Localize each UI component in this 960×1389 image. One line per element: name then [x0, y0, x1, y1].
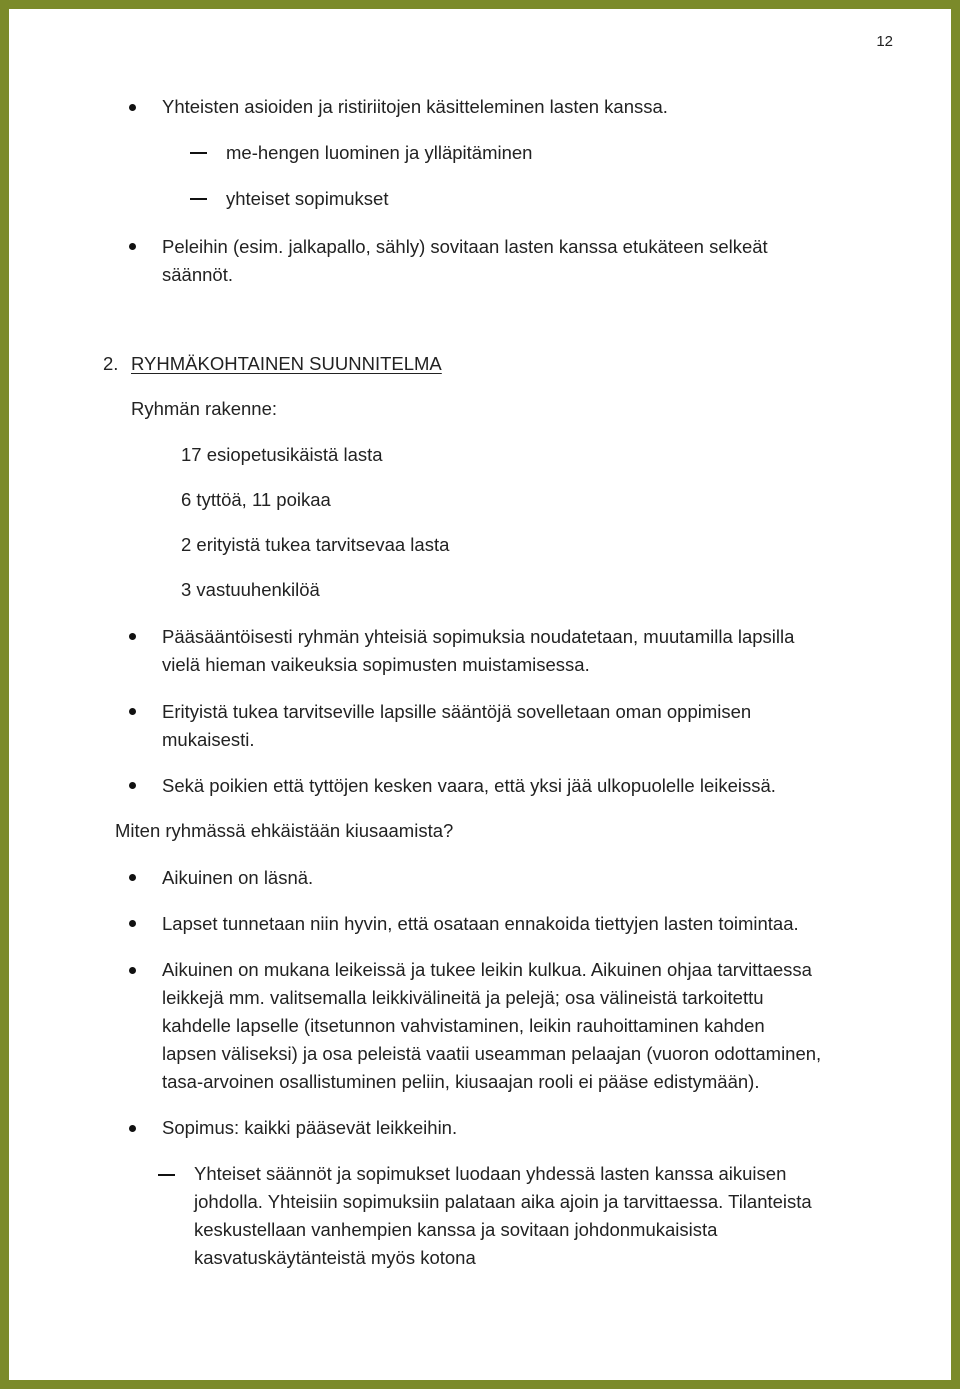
list-item-continuation: säännöt. [162, 264, 233, 285]
list-item: Erityistä tukea tarvitseville lapsille sääntöjä sovelletaan oman oppimisen [162, 701, 752, 722]
dash-item-continuation: johdolla. Yhteisiin sopimuksiin palataan aika ajoin ja tarvittaessa. Tilanteista [194, 1191, 812, 1212]
bullet-icon [129, 708, 136, 715]
list-item: Lapset tunnetaan niin hyvin, että osataan ennakoida tiettyjen lasten toimintaa. [162, 913, 799, 934]
list-item-continuation: mukaisesti. [162, 729, 255, 750]
bullet-icon [129, 782, 136, 789]
structure-item: 6 tyttöä, 11 poikaa [181, 489, 331, 510]
list-item: yhteiset sopimukset [226, 188, 389, 209]
bullet-icon [129, 874, 136, 881]
bullet-icon [129, 1125, 136, 1132]
structure-item: 3 vastuuhenkilöä [181, 579, 320, 600]
bullet-icon [129, 633, 136, 640]
list-item-continuation: kahdelle lapselle (itsetunnon vahvistaminen, leikin rauhoittaminen kahden [162, 1015, 765, 1036]
page-number: 12 [876, 33, 893, 50]
list-item: Peleihin (esim. jalkapallo, sähly) sovitaan lasten kanssa etukäteen selkeät [162, 236, 768, 257]
list-item: Sopimus: kaikki pääsevät leikkeihin. [162, 1117, 458, 1138]
dash-item-continuation: kasvatuskäytänteistä myös kotona [194, 1247, 476, 1268]
section-number: 2. [103, 353, 119, 374]
dash-item: Yhteiset säännöt ja sopimukset luodaan yhdessä lasten kanssa aikuisen [194, 1163, 787, 1184]
structure-label: Ryhmän rakenne: [131, 398, 278, 419]
list-item-continuation: tasa-arvoinen osallistuminen peliin, kiusaajan rooli ei pääse edistymään). [162, 1071, 760, 1092]
list-item: Aikuinen on mukana leikeissä ja tukee leikin kulkua. Aikuinen ohjaa tarvittaessa [162, 959, 812, 980]
section-title: RYHMÄKOHTAINEN SUUNNITELMA [131, 353, 442, 374]
list-item-continuation: vielä hieman vaikeuksia sopimusten muistamisessa. [162, 654, 590, 675]
dash-item-continuation: keskustellaan vanhempien kanssa ja sovitaan johdonmukaisista [194, 1219, 718, 1240]
list-item-continuation: leikkejä mm. valitsemalla leikkivälineitä ja pelejä; osa välineistä tarkoitettu [162, 987, 764, 1008]
list-item-continuation: lapsen väliseksi) ja osa peleistä vaatii useamman pelaajan (vuoron odottaminen, [162, 1043, 822, 1064]
bullet-icon [129, 920, 136, 927]
list-item: Yhteisten asioiden ja ristiriitojen käsitteleminen lasten kanssa. [162, 96, 668, 117]
bullet-icon [129, 104, 136, 111]
structure-item: 17 esiopetusikäistä lasta [181, 444, 383, 465]
dash-icon [158, 1174, 175, 1176]
list-item: Aikuinen on läsnä. [162, 867, 314, 888]
bullet-icon [129, 967, 136, 974]
list-item: Pääsääntöisesti ryhmän yhteisiä sopimuksia noudatetaan, muutamilla lapsilla [162, 626, 795, 647]
list-item: Sekä poikien että tyttöjen kesken vaara, että yksi jää ulkopuolelle leikeissä. [162, 775, 776, 796]
dash-icon [190, 152, 207, 154]
structure-item: 2 erityistä tukea tarvitsevaa lasta [181, 534, 450, 555]
bullet-icon [129, 243, 136, 250]
question-heading: Miten ryhmässä ehkäistään kiusaamista? [115, 820, 454, 841]
dash-icon [190, 198, 207, 200]
list-item: me-hengen luominen ja ylläpitäminen [226, 142, 533, 163]
